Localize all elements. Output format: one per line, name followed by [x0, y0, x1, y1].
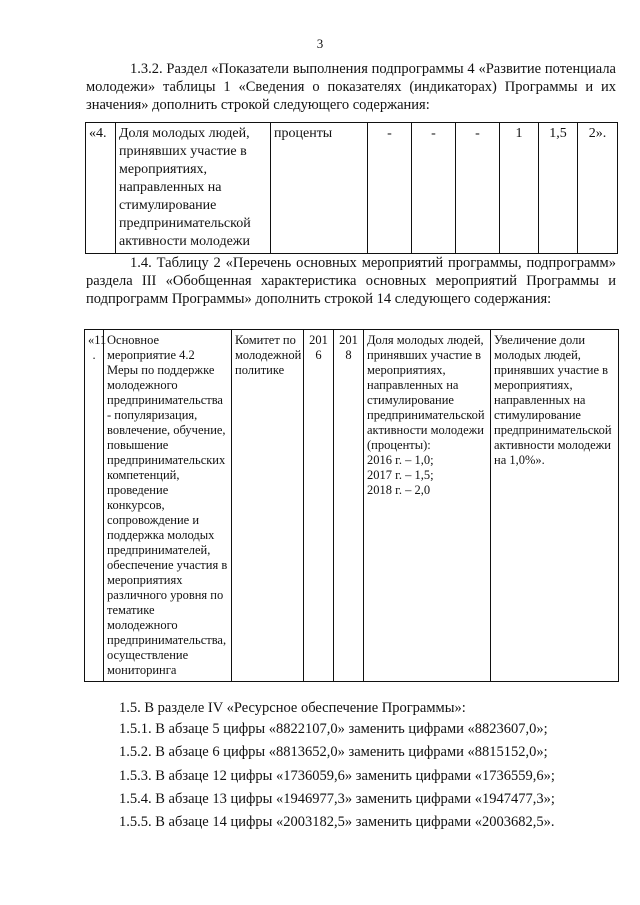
paragraph-1-5: 1.5. В разделе IV «Ресурсное обеспечение Программы»: [119, 700, 466, 716]
paragraph-1-3-2: 1.3.2. Раздел «Показатели выполнения подпрограммы 4 «Развитие потенциала молодежи» таблицы 1 «Сведения о показателях (индикаторах) Программы и их значения» дополнить строкой следующего содержания: [86, 61, 616, 113]
list-item: 1.5.1. В абзаце 5 цифры «8822107,0» заменить цифрами «8823607,0»; [119, 721, 548, 737]
subitems-list [119, 718, 619, 834]
result-cell: Увеличение доли молодых людей, принявших участие в мероприятиях, направленных на стимулирование предпринимательской активности молодежи на 1,0%». [491, 330, 619, 682]
value-cell: 1,5 [539, 123, 578, 254]
indicator-cell: Доля молодых людей, принявших участие в мероприятиях, направленных на стимулирование предпринимательской активности молодежи (проценты): 2016 г. – 1,0; 2017 г. – 1,5; 2018 г. – 2,0 [364, 330, 491, 682]
list-item: 1.5.2. В абзаце 6 цифры «8813652,0» заменить цифрами «8815152,0»; [119, 744, 548, 761]
table-row [86, 123, 618, 254]
value-cell: 1 [500, 123, 539, 254]
year-end-cell: 201 8 [334, 330, 364, 682]
value-cell: - [368, 123, 412, 254]
value-cell: 2». [578, 123, 618, 254]
table-row [85, 330, 619, 682]
year-start-cell: 201 6 [304, 330, 334, 682]
activity-cell: Основное мероприятие 4.2 Меры по поддержке молодежного предпринимательства - популяризация, вовлечение, обучение, повышение предпринимательских компетенций, проведение конкурсов, сопровождение и поддержка молодых предпринимателей, обеспечение участия в мероприятиях различного уровня по тематике молодежного предпринимательства, осуществление мониторинга [104, 330, 232, 682]
list-item: 1.5.5. В абзаце 14 цифры «2003182,5» заменить цифрами «2003682,5». [119, 814, 555, 831]
value-cell: - [456, 123, 500, 254]
indicator-name: Доля молодых людей, принявших участие в мероприятиях, направленных на стимулирование предпринимательской активности молодежи [116, 123, 271, 254]
executor-cell: Комитет по молодежной политике [232, 330, 304, 682]
page-number: 3 [316, 36, 324, 51]
value-cell: - [412, 123, 456, 254]
list-item: 1.5.3. В абзаце 12 цифры «1736059,6» заменить цифрами «1736559,6»; [119, 767, 555, 784]
unit: проценты [271, 123, 368, 254]
measures-table [84, 329, 619, 682]
list-item: 1.5.4. В абзаце 13 цифры «1946977,3» заменить цифрами «1947477,3»; [119, 790, 555, 807]
row-number: «4. [86, 123, 116, 254]
paragraph-1-4: 1.4. Таблицу 2 «Перечень основных мероприятий программы, подпрограмм» раздела III «Обобщенная характеристика основных мероприятий Программы и подпрограмм Программы» дополнить строкой 14 следующего содержания: [86, 255, 616, 307]
indicator-table [85, 122, 618, 254]
row-number: «11 . [85, 330, 104, 682]
